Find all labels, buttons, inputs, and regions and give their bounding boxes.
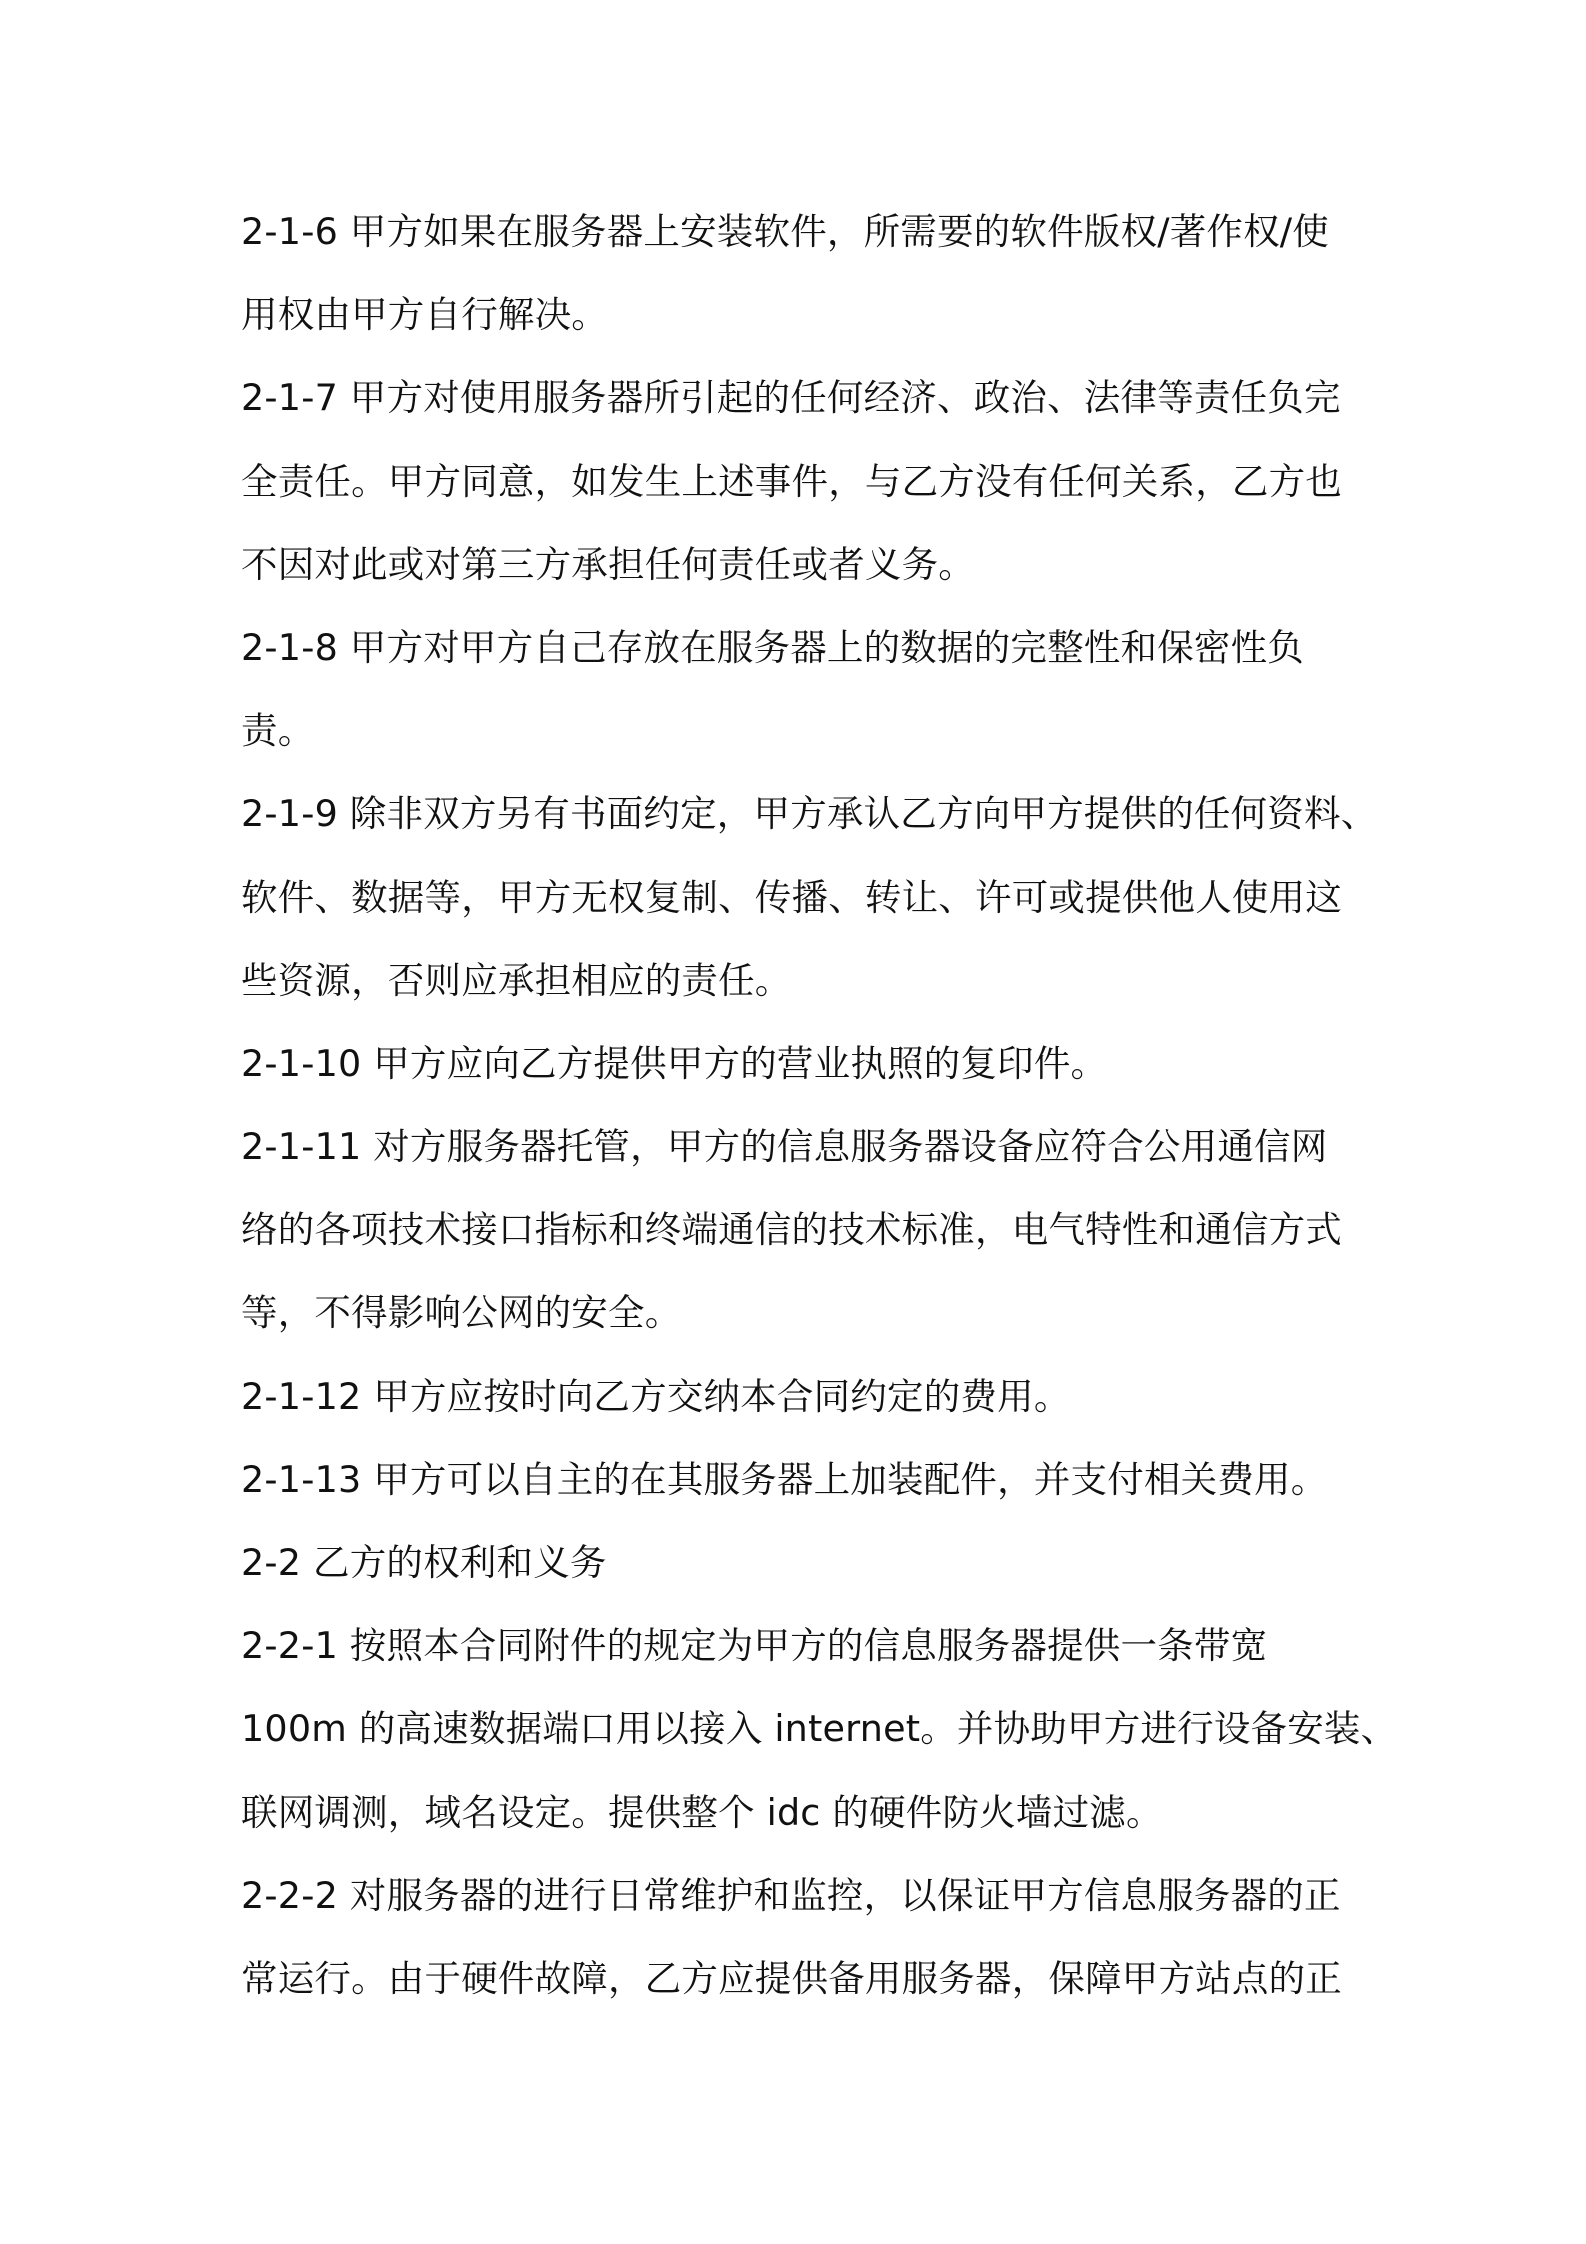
text-line: 些资源，否则应承担相应的责任。 xyxy=(241,958,792,1002)
text-line: 等，不得影响公网的安全。 xyxy=(241,1291,682,1335)
text-line: 2-2-2 对服务器的进行日常维护和监控，以保证甲方信息服务器的正 xyxy=(241,1873,1341,1917)
text-line: 联网调测，域名设定。提供整个 idc 的硬件防火墙过滤。 xyxy=(241,1790,1163,1834)
text-line: 2-1-10 甲方应向乙方提供甲方的营业执照的复印件。 xyxy=(241,1041,1108,1085)
text-line: 络的各项技术接口指标和终端通信的技术标准，电气特性和通信方式 xyxy=(241,1208,1342,1252)
text-line: 责。 xyxy=(241,709,315,753)
text-line: 用权由甲方自行解决。 xyxy=(241,293,608,337)
document-body xyxy=(241,190,1398,2020)
text-line: 2-1-7 甲方对使用服务器所引起的任何经济、政治、法律等责任负完 xyxy=(241,376,1341,420)
text-line: 2-1-6 甲方如果在服务器上安装软件，所需要的软件版权/著作权/使 xyxy=(241,210,1330,253)
text-line: 2-1-9 除非双方另有书面约定，甲方承认乙方向甲方提供的任何资料、 xyxy=(241,792,1378,836)
text-line: 软件、数据等，甲方无权复制、传播、转让、许可或提供他人使用这 xyxy=(241,875,1342,919)
text-line: 常运行。由于硬件故障，乙方应提供备用服务器，保障甲方站点的正 xyxy=(241,1956,1342,2000)
text-line: 2-2-1 按照本合同附件的规定为甲方的信息服务器提供一条带宽 xyxy=(241,1624,1268,1668)
text-line: 不因对此或对第三方承担任何责任或者义务。 xyxy=(241,542,975,586)
text-line: 2-1-12 甲方应按时向乙方交纳本合同约定的费用。 xyxy=(241,1374,1071,1418)
section-heading: 2-2 乙方的权利和义务 xyxy=(241,1541,607,1584)
text-line: 100m 的高速数据端口用以接入 internet。并协助甲方进行设备安装、 xyxy=(241,1707,1398,1751)
text-line: 全责任。甲方同意，如发生上述事件，与乙方没有任何关系，乙方也 xyxy=(241,459,1342,503)
text-line: 2-1-11 对方服务器托管，甲方的信息服务器设备应符合公用通信网 xyxy=(241,1125,1328,1169)
text-line: 2-1-8 甲方对甲方自己存放在服务器上的数据的完整性和保密性负 xyxy=(241,625,1305,669)
text-line: 2-1-13 甲方可以自主的在其服务器上加装配件，并支付相关费用。 xyxy=(241,1457,1328,1501)
